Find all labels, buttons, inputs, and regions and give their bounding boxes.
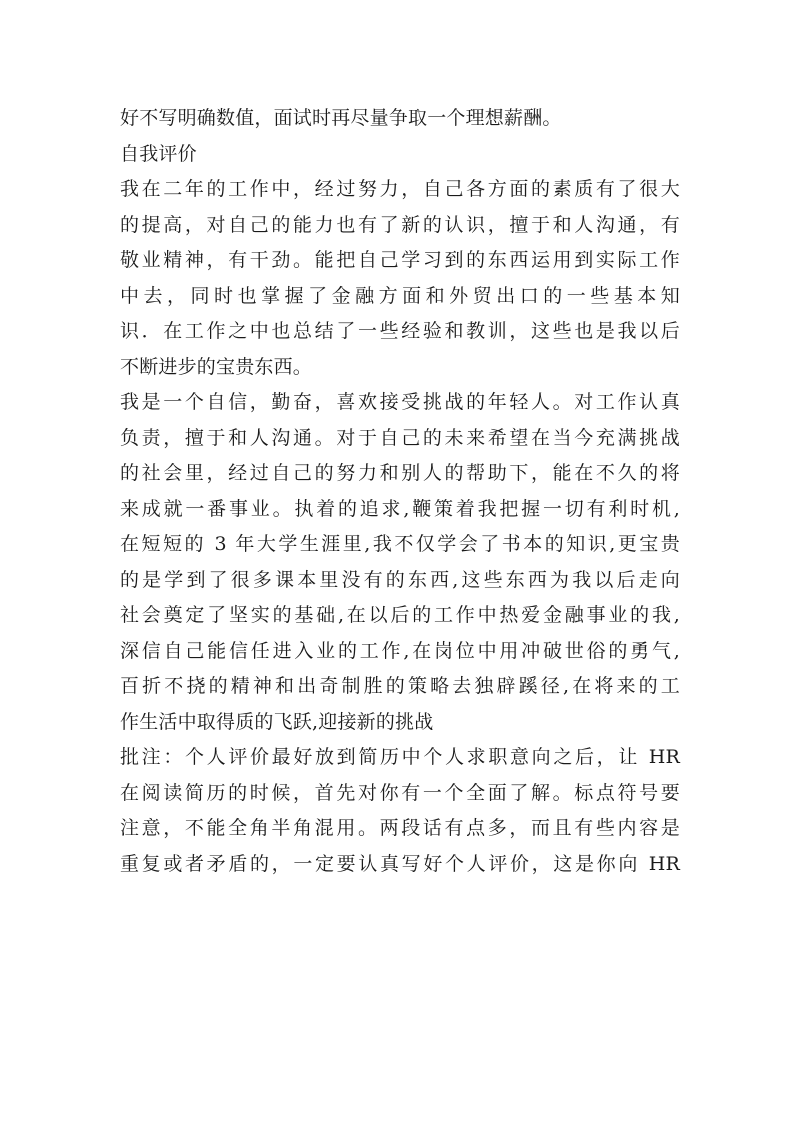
- text-line: 深信自己能信任进入业的工作,在岗位中用冲破世俗的勇气,: [120, 639, 680, 662]
- text-line: 好不写明确数值，面试时再尽量争取一个理想薪酬。: [120, 107, 562, 129]
- text-line: 作生活中取得质的飞跃,迎接新的挑战: [120, 710, 434, 733]
- text-line: 的提高，对自己的能力也有了新的认识，擅于和人沟通，有: [120, 213, 680, 236]
- text-line: 中去，同时也掌握了金融方面和外贸出口的一些基本知: [120, 284, 680, 307]
- annotation-line: 重复或者矛盾的，一定要认真写好个人评价，这是你向 HR: [120, 852, 680, 875]
- text-line: 来成就一番事业。执着的追求,鞭策着我把握一切有利时机,: [120, 497, 680, 520]
- text-line: 的是学到了很多课本里没有的东西,这些东西为我以后走向: [120, 568, 680, 591]
- text-line: 不断进步的宝贵东西。: [120, 355, 313, 378]
- annotation-line: 在阅读简历的时候，首先对你有一个全面了解。标点符号要: [120, 781, 680, 804]
- text-line: 负责，擅于和人沟通。对于自己的未来希望在当今充满挑战: [120, 426, 680, 449]
- text-line: 社会奠定了坚实的基础,在以后的工作中热爱金融事业的我,: [120, 604, 680, 626]
- section-heading: 自我评价: [120, 142, 197, 165]
- text-line: 我在二年的工作中，经过努力，自己各方面的素质有了很大: [120, 178, 680, 200]
- annotation-line: 批注：个人评价最好放到简历中个人求职意向之后，让 HR: [120, 746, 680, 768]
- annotation-line: 注意，不能全角半角混用。两段话有点多，而且有些内容是: [120, 817, 680, 839]
- text-line: 我是一个自信，勤奋，喜欢接受挑战的年轻人。对工作认真: [120, 391, 680, 413]
- text-line: 识．在工作之中也总结了一些经验和教训，这些也是我以后: [120, 320, 680, 342]
- text-line: 的社会里，经过自己的努力和别人的帮助下，能在不久的将: [120, 462, 680, 484]
- text-line: 百折不挠的精神和出奇制胜的策略去独辟蹊径,在将来的工: [120, 675, 680, 697]
- text-line: 在短短的 3 年大学生涯里,我不仅学会了书本的知识,更宝贵: [120, 533, 680, 555]
- document-body: [120, 101, 680, 882]
- text-line: 敬业精神，有干劲。能把自己学习到的东西运用到实际工作: [120, 249, 680, 271]
